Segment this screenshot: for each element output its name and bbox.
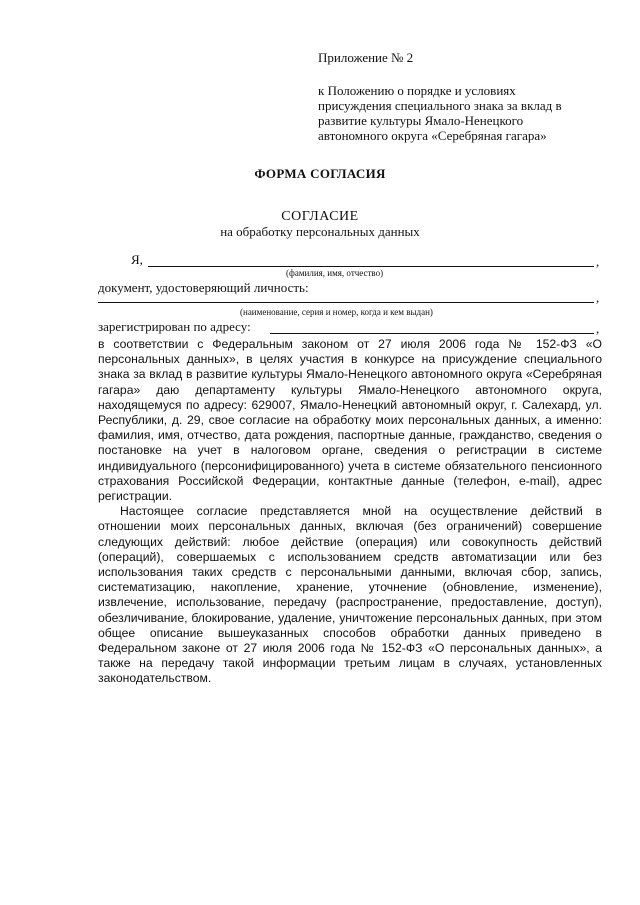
appendix-line: автономного округа «Серебряная гагара» — [318, 128, 547, 143]
appendix-line: к Положению о порядке и условиях — [318, 83, 516, 98]
consent-body — [98, 337, 602, 687]
consent-title: СОГЛАСИЕ — [281, 209, 359, 224]
name-comma: , — [596, 254, 600, 269]
address-label: зарегистрирован по адресу: — [98, 319, 251, 334]
appendix-line: развитие культуры Ямало-Ненецкого — [318, 113, 524, 128]
document-comma: , — [596, 290, 600, 305]
appendix-header — [318, 50, 618, 143]
consent-paragraph-2: Настоящее согласие представляется мной на осуществление действий в отношении моих персональных данных, включая (без ограничений) совершение следующих действий: любое действие (операция) или совокупность действий (операций), совершаемых с использованием средств автоматизации или без использования таких средств с персональными данными, включая сбор, запись, систематизацию, накопление, хранение, уточнение (обновление, изменение), извлечение, использование, передачу (распространение, предоставление, доступ), обезличивание, блокирование, удаление, уничтожение персональных данных, при этом общее описание вышеуказанных способов обработки данных приведено в Федеральном законе от 27 июля 2006 года № 152-ФЗ «О персональных данных», а также на передачу такой информации третьим лицам в случаях, установленных законодательством. — [98, 504, 602, 686]
consent-paragraph-1: в соответствии с Федеральным законом от 27 июля 2006 года № 152-ФЗ «О персональных данных», в целях участия в конкурсе на присуждение специального знака за вклад в развитие культуры Ямало-Ненецкого автономного округа «Серебряная гагара» даю департаменту культуры Ямало-Ненецкого автономного округа, находящемуся по адресу: 629007, Ямало-Ненецкий автономный округ, г. Салехард, ул. Республики, д. 29, свое согласие на обработку моих персональных данных, а именно: фамилия, имя, отчество, дата рождения, паспортные данные, гражданство, сведения о постановке на учет в налоговом органе, сведения о регистрации в системе индивидуального (персонифицированного) учета в системе обязательного пенсионного страхования Российской Федерации, контактные данные (телефон, e-mail), адрес регистрации. — [98, 337, 602, 504]
form-title: ФОРМА СОГЛАСИЯ — [254, 166, 386, 181]
consent-heading — [0, 209, 640, 239]
address-comma: , — [596, 321, 600, 336]
appendix-title: Приложение № 2 — [318, 50, 414, 65]
document-label: документ, удостоверяющий личность: — [98, 280, 309, 295]
document-field-line[interactable] — [98, 302, 594, 303]
address-field-line[interactable] — [270, 333, 594, 334]
name-field-line[interactable] — [148, 266, 594, 267]
name-hint: (фамилия, имя, отчество) — [286, 268, 384, 278]
consent-subtitle: на обработку персональных данных — [220, 224, 420, 239]
name-prefix: Я, — [131, 252, 143, 267]
document-hint: (наименование, серия и номер, когда и кем выдан) — [240, 307, 433, 317]
appendix-line: присуждения специального знака за вклад в — [318, 98, 562, 113]
